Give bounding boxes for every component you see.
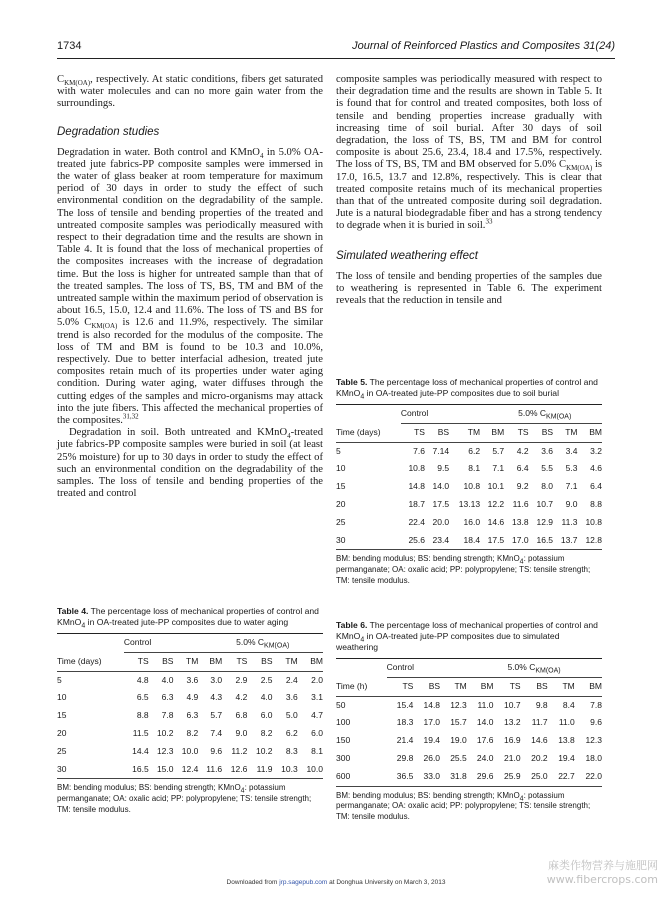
table-4-value-cell: 8.8 — [136, 710, 149, 721]
table-5-time-cell: 25 — [336, 516, 346, 527]
table-4-time-cell: 15 — [57, 710, 67, 721]
table-6-group-treated: 5.0% $C_{KM(OA)}$ — [493, 659, 602, 678]
table-4-row — [57, 671, 323, 689]
table-6-value-cell: 14.0 — [476, 717, 494, 728]
table-6-value-cell: 12.3 — [585, 735, 602, 746]
table-6-value-cell: 16.9 — [504, 735, 521, 746]
table-5-value-cell: 14.6 — [487, 516, 505, 527]
table-6-value-cell: 17.6 — [476, 735, 494, 746]
table-4-value-cell: 7.8 — [161, 710, 174, 721]
table-4-col-header: TM — [173, 652, 198, 671]
table-6-value-cell: 19.4 — [558, 752, 575, 763]
table-5-value-cell: 18.7 — [408, 498, 425, 509]
table-5-value-cell: 14.8 — [408, 481, 425, 492]
section-heading-weathering: Simulated weathering effect — [336, 249, 478, 262]
table-5-row-header: Time (days) — [336, 423, 401, 442]
table-6-time-cell: 150 — [336, 735, 351, 746]
table-4-caption: Table 4. The percentage loss of mechanical properties of control and KMnO$_4$ in OA-treated jute-PP composites due to water aging — [57, 606, 319, 630]
table-6-value-cell: 13.8 — [558, 735, 575, 746]
table-5-value-cell: 17.5 — [480, 532, 504, 550]
table-5-value-cell: 10.8 — [408, 463, 425, 474]
table-4-value-cell: 5.0 — [285, 710, 298, 721]
table-5-value-cell: 8.0 — [541, 481, 554, 492]
table-4-value-cell: 8.3 — [285, 745, 298, 756]
table-5-value-cell: 10.8 — [463, 481, 481, 492]
table-6-value-cell: 33.0 — [413, 768, 440, 786]
table-6-value-cell: 13.2 — [504, 717, 521, 728]
table-6-value-cell: 15.7 — [450, 717, 467, 728]
table-6-value-cell: 24.0 — [476, 752, 494, 763]
table-4-time-cell: 30 — [57, 761, 124, 779]
table-5-value-cell: 4.6 — [590, 463, 602, 474]
table-6-value-cell: 21.4 — [396, 735, 414, 746]
table-5-time-cell: 20 — [336, 498, 346, 509]
page-number: 1734 — [57, 40, 82, 52]
table-5-value-cell: 6.2 — [468, 445, 481, 456]
table-5-value-cell: 7.14 — [432, 445, 450, 456]
table-6-value-cell: 18.0 — [585, 752, 602, 763]
table-5-body — [336, 442, 602, 550]
intro-paragraph: $C_{KM(OA)}$, respectively. At static conditions, fibers get saturated with water molecules and can no more gain water from the surroundings. — [57, 74, 323, 110]
table-4-value-cell: 3.0 — [210, 674, 223, 685]
table-4-value-cell: 4.2 — [235, 692, 248, 703]
table-5-value-cell: 9.0 — [565, 498, 578, 509]
table-6-body — [336, 696, 602, 786]
table-4-value-cell: 7.4 — [210, 727, 223, 738]
table-6-value-cell: 10.7 — [504, 699, 521, 710]
table-6-value-cell: 18.3 — [396, 717, 414, 728]
table-6-value-cell: 22.7 — [548, 768, 575, 786]
table-6-value-cell: 29.8 — [396, 752, 414, 763]
table-4-value-cell: 11.9 — [247, 761, 272, 779]
table-5-group-control: Control — [401, 405, 504, 424]
table-5 — [336, 377, 602, 587]
table-4-value-cell: 6.2 — [285, 727, 298, 738]
table-5-value-cell: 12.2 — [487, 498, 505, 509]
table-5-value-cell: 9.5 — [437, 463, 450, 474]
table-4 — [57, 606, 323, 816]
table-5-group-treated: 5.0% $C_{KM(OA)}$ — [504, 405, 602, 424]
table-4-time-cell: 25 — [57, 745, 67, 756]
table-5-value-cell: 22.4 — [408, 516, 425, 527]
table-5-value-cell: 7.6 — [413, 445, 425, 456]
table-4-value-cell: 3.1 — [311, 692, 323, 703]
table-6-row — [336, 768, 602, 786]
table-4-value-cell: 5.7 — [210, 710, 223, 721]
table-5-value-cell: 12.9 — [536, 516, 554, 527]
table-5-row — [336, 514, 602, 532]
table-6-time-cell: 50 — [336, 699, 346, 710]
table-6-value-cell: 25.5 — [450, 752, 467, 763]
table-4-value-cell: 12.3 — [156, 745, 174, 756]
table-5-row — [336, 532, 602, 550]
paragraph-soil-degradation: Degradation in soil. Both untreated and KMnO$_4$-treated jute fabrics-PP composite samples were buried in soil (at least 25% moisture) for up to 30 days in order to study the effect of such an environmental condition on the degradability of the samples. The loss of tensile and bending properties of the treated and control — [57, 427, 323, 500]
table-5-col-header: TM — [449, 423, 480, 442]
table-6-value-cell: 22.0 — [575, 768, 602, 786]
table-4-value-cell: 11.5 — [132, 727, 149, 738]
table-6-value-cell: 19.4 — [423, 735, 441, 746]
table-5-value-cell: 18.4 — [449, 532, 480, 550]
table-5-value-cell: 9.2 — [516, 481, 529, 492]
table-4-row — [57, 761, 323, 779]
paragraph-water-degradation: Degradation in water. Both control and KMnO$_4$ in 5.0% OA-treated jute fabrics-PP composite samples were immersed in the water of glass beaker at room temperature for maximum period of 30 days in order to study the effect of such environmental condition on the degradability of the sample. The loss of tensile and bending properties of the treated and untreated composite samples was periodically measured with respect to their degradation time and the results are shown in Table 4. It is found that the loss of mechanical properties of the composites increases with the increase of degradation time. But the loss is higher for untreated sample than that of the treated samples. The loss of TS, BS, TM and BM of the untreated sample within the maximum period of observation is about 16.5, 15.0, 12.4 and 11.6%. The loss of TS and BS for 5.0% $C_{KM(OA)}$ is 12.6 and 11.9%, respectively. The similar trend is also recorded for the modulus of the composite. The loss of TM and BM is found to be 10.3 and 10.0%, respectively. Due to better interfacial adhesion, treated jute composites retain much of its properties under water aging condition. During water aging, water diffuses through the cutting edges of the samples and micro-organisms may attack into the jute fibers. This affected the mechanical properties of the composites.$^{31,32}$ — [57, 146, 323, 427]
table-5-value-cell: 23.4 — [425, 532, 449, 550]
table-5-value-cell: 12.8 — [577, 532, 602, 550]
table-6-value-cell: 25.9 — [493, 768, 520, 786]
running-header — [57, 40, 615, 56]
table-4-value-cell: 6.8 — [235, 710, 248, 721]
table-5-value-cell: 7.1 — [492, 463, 505, 474]
table-5-value-cell: 10.8 — [585, 516, 602, 527]
table-5-value-cell: 13.7 — [553, 532, 577, 550]
table-4-value-cell: 4.3 — [210, 692, 223, 703]
table-6-value-cell: 11.0 — [477, 699, 494, 710]
table-6 — [336, 620, 602, 823]
table-4-value-cell: 4.7 — [311, 710, 323, 721]
table-4-value-cell: 14.4 — [132, 745, 149, 756]
header-rule — [57, 58, 615, 59]
table-6-value-cell: 14.6 — [531, 735, 548, 746]
table-4-col-header: BS — [247, 652, 272, 671]
table-5-row — [336, 442, 602, 460]
table-4-value-cell: 10.0 — [181, 745, 199, 756]
table-6-row — [336, 696, 602, 714]
table-5-value-cell: 10.1 — [487, 481, 505, 492]
table-4-col-header: TS — [124, 652, 149, 671]
journal-title: Journal of Reinforced Plastics and Composites 31(24) — [352, 40, 615, 52]
table-4-value-cell: 12.6 — [222, 761, 247, 779]
table-6-value-cell: 12.3 — [450, 699, 467, 710]
table-5-value-cell: 13.13 — [458, 498, 481, 509]
section-heading-degradation: Degradation studies — [57, 125, 160, 138]
download-footer: Downloaded from jrp.sagepub.com at Donghua University on March 3, 2013 — [226, 879, 446, 886]
table-4-value-cell: 11.2 — [231, 745, 248, 756]
table-6-value-cell: 9.6 — [590, 717, 602, 728]
table-6-value-cell: 20.2 — [531, 752, 548, 763]
table-4-value-cell: 12.4 — [173, 761, 198, 779]
table-6-group-control: Control — [387, 659, 494, 678]
table-4-value-cell: 8.2 — [186, 727, 199, 738]
table-4-value-cell: 3.6 — [285, 692, 298, 703]
table-5-value-cell: 8.1 — [468, 463, 481, 474]
paragraph-soil-results: composite samples was periodically measured with respect to their degradation time and the results are shown in Table 5. It is found that for control and treated composites, both loss of tensile and bending properties increase gradually with increasing time of soil burial. After 30 days of soil degradation, the loss of TS, BS, TM and BM for control composite is about 25.6, 23.4, 18.4 and 17.5%, respectively. The loss of TS, BS, TM and BM observed for 5.0% $C_{KM(OA)}$ is 17.0, 16.5, 13.7 and 12.8%, respectively. This is clear that treated composite retains much of its mechanical properties than that of the untreated composite during soil degradation. Jute is a natural biodegradable fiber and has a strong tendency to degrade when it is buried in soil.$^{33}$ — [336, 74, 603, 232]
table-4-value-cell: 9.0 — [235, 727, 248, 738]
table-5-value-cell: 11.3 — [561, 516, 578, 527]
table-4-time-cell: 5 — [57, 674, 62, 685]
table-6-value-cell: 29.6 — [467, 768, 494, 786]
table-4-value-cell: 4.9 — [186, 692, 199, 703]
table-6-value-cell: 11.7 — [531, 717, 548, 728]
table-6-time-cell: 300 — [336, 752, 351, 763]
table-5-row — [336, 478, 602, 496]
table-4-value-cell: 11.6 — [198, 761, 222, 779]
table-4-value-cell: 10.2 — [255, 745, 273, 756]
table-4-group-treated: 5.0% $C_{KM(OA)}$ — [222, 634, 323, 653]
table-4-value-cell: 6.3 — [161, 692, 174, 703]
table-6-value-cell: 26.0 — [423, 752, 441, 763]
table-6-col-header: BM — [575, 677, 602, 696]
table-5-value-cell: 4.2 — [516, 445, 529, 456]
table-6-value-cell: 7.8 — [590, 699, 602, 710]
table-5-value-cell: 16.5 — [529, 532, 553, 550]
table-5-caption: Table 5. The percentage loss of mechanical properties of control and KMnO$_4$ in OA-treated jute-PP composites due to soil burial — [336, 377, 598, 401]
table-4-group-control: Control — [124, 634, 222, 653]
table-5-value-cell: 6.4 — [516, 463, 529, 474]
table-5-value-cell: 3.6 — [541, 445, 554, 456]
table-6-caption: Table 6. The percentage loss of mechanical properties of control and KMnO$_4$ in OA-treated jute-PP composites due to simulated weathering — [336, 620, 598, 652]
table-6-value-cell: 11.0 — [558, 717, 575, 728]
table-5-value-cell: 6.4 — [590, 481, 602, 492]
table-4-value-cell: 6.0 — [311, 727, 323, 738]
table-5-col-header: BS — [529, 423, 553, 442]
table-5-value-cell: 3.4 — [565, 445, 578, 456]
table-4-col-header: TS — [222, 652, 247, 671]
table-5-footnote: BM: bending modulus; BS: bending strength; KMnO$_4$: potassium permanganate; OA: oxalic acid; PP: polypropylene; TS: tensile strength; TM: tensile modulus. — [336, 554, 591, 585]
table-4-row — [57, 743, 323, 761]
table-4-row — [57, 689, 323, 707]
table-5-time-cell: 10 — [336, 463, 346, 474]
table-4-time-cell: 10 — [57, 692, 67, 703]
table-6-col-header: BS — [413, 677, 440, 696]
table-6-value-cell: 17.0 — [423, 717, 441, 728]
table-4-col-header: BM — [198, 652, 222, 671]
table-5-col-header: TS — [401, 423, 425, 442]
table-5-col-header: BM — [577, 423, 602, 442]
table-4-value-cell: 6.5 — [136, 692, 149, 703]
watermark: 麻类作物营养与施肥网 www.fibercrops.com — [546, 859, 658, 886]
table-5-value-cell: 10.7 — [536, 498, 554, 509]
left-column — [57, 74, 323, 501]
table-6-col-header: BS — [521, 677, 548, 696]
table-4-value-cell: 4.0 — [161, 674, 174, 685]
table-4-value-cell: 4.0 — [260, 692, 273, 703]
table-4-value-cell: 8.2 — [260, 727, 273, 738]
table-5-value-cell: 17.5 — [432, 498, 450, 509]
table-5-value-cell: 20.0 — [432, 516, 450, 527]
table-6-col-header: TM — [548, 677, 575, 696]
table-5-col-header: TM — [553, 423, 577, 442]
table-6-value-cell: 36.5 — [387, 768, 414, 786]
table-6-footnote: BM: bending modulus; BS: bending strength; KMnO$_4$: potassium permanganate; OA: oxalic acid; PP: polypropylene; TS: tensile strength; TM: tensile modulus. — [336, 790, 591, 822]
table-6-time-cell: 600 — [336, 768, 387, 786]
table-6-col-header: TS — [387, 677, 414, 696]
table-5-value-cell: 3.2 — [590, 445, 602, 456]
table-6-col-header: TS — [493, 677, 520, 696]
table-5-value-cell: 8.8 — [590, 498, 602, 509]
table-4-value-cell: 10.0 — [298, 761, 323, 779]
table-6-value-cell: 15.4 — [396, 699, 414, 710]
table-5-value-cell: 5.3 — [565, 463, 578, 474]
table-4-value-cell: 10.2 — [156, 727, 174, 738]
table-4-value-cell: 6.3 — [186, 710, 199, 721]
table-6-value-cell: 21.0 — [504, 752, 521, 763]
table-5-value-cell: 7.1 — [565, 481, 578, 492]
table-4-value-cell: 15.0 — [149, 761, 174, 779]
table-5-value-cell: 17.0 — [504, 532, 528, 550]
table-4-value-cell: 8.1 — [311, 745, 323, 756]
table-5-row — [336, 460, 602, 478]
table-5-value-cell: 5.7 — [492, 445, 505, 456]
table-4-value-cell: 2.5 — [260, 674, 273, 685]
right-column — [336, 74, 602, 307]
table-6-row — [336, 750, 602, 768]
table-4-body — [57, 671, 323, 779]
table-4-value-cell: 4.8 — [136, 674, 149, 685]
table-6-row — [336, 714, 602, 732]
table-4-value-cell: 9.6 — [210, 745, 223, 756]
table-4-row — [57, 707, 323, 725]
table-4-col-header: BS — [149, 652, 174, 671]
table-4-value-cell: 2.9 — [235, 674, 248, 685]
table-5-value-cell: 25.6 — [401, 532, 425, 550]
table-5-row — [336, 496, 602, 514]
table-4-row — [57, 725, 323, 743]
table-4-value-cell: 3.6 — [186, 674, 199, 685]
table-5-value-cell: 14.0 — [432, 481, 450, 492]
table-5-time-cell: 5 — [336, 445, 341, 456]
table-6-row — [336, 732, 602, 750]
table-4-value-cell: 16.5 — [124, 761, 149, 779]
table-4-time-cell: 20 — [57, 727, 67, 738]
table-6-col-header: BM — [467, 677, 494, 696]
table-6-value-cell: 19.0 — [450, 735, 467, 746]
paragraph-weathering: The loss of tensile and bending properties of the samples due to weathering is represented in Table 6. The experiment reveals that the reduction in tensile and — [336, 270, 602, 307]
table-5-time-cell: 30 — [336, 532, 401, 550]
table-5-time-cell: 15 — [336, 481, 346, 492]
table-5-col-header: TS — [504, 423, 528, 442]
table-6-value-cell: 8.4 — [562, 699, 575, 710]
table-4-row-header: Time (days) — [57, 652, 124, 671]
table-4-value-cell: 2.4 — [285, 674, 298, 685]
table-6-row-header: Time (h) — [336, 677, 387, 696]
table-6-value-cell: 9.8 — [535, 699, 548, 710]
table-6-value-cell: 31.8 — [440, 768, 467, 786]
table-6-value-cell: 25.0 — [521, 768, 548, 786]
table-6-time-cell: 100 — [336, 717, 351, 728]
table-4-footnote: BM: bending modulus; BS: bending strength; KMnO$_4$: potassium permanganate; OA: oxalic acid; PP: polypropylene; TS: tensile strength; TM: tensile modulus. — [57, 783, 312, 814]
table-4-col-header: TM — [273, 652, 298, 671]
table-4-col-header: BM — [298, 652, 323, 671]
table-4-value-cell: 2.0 — [311, 674, 323, 685]
table-5-value-cell: 13.8 — [512, 516, 529, 527]
table-6-value-cell: 14.8 — [423, 699, 441, 710]
table-5-col-header: BS — [425, 423, 449, 442]
table-5-value-cell: 11.6 — [512, 498, 529, 509]
journal-link[interactable]: jrp.sagepub.com — [279, 879, 328, 886]
table-4-value-cell: 6.0 — [260, 710, 273, 721]
table-5-col-header: BM — [480, 423, 504, 442]
table-5-value-cell: 16.0 — [463, 516, 481, 527]
table-6-col-header: TM — [440, 677, 467, 696]
table-4-value-cell: 10.3 — [273, 761, 298, 779]
table-5-value-cell: 5.5 — [541, 463, 554, 474]
